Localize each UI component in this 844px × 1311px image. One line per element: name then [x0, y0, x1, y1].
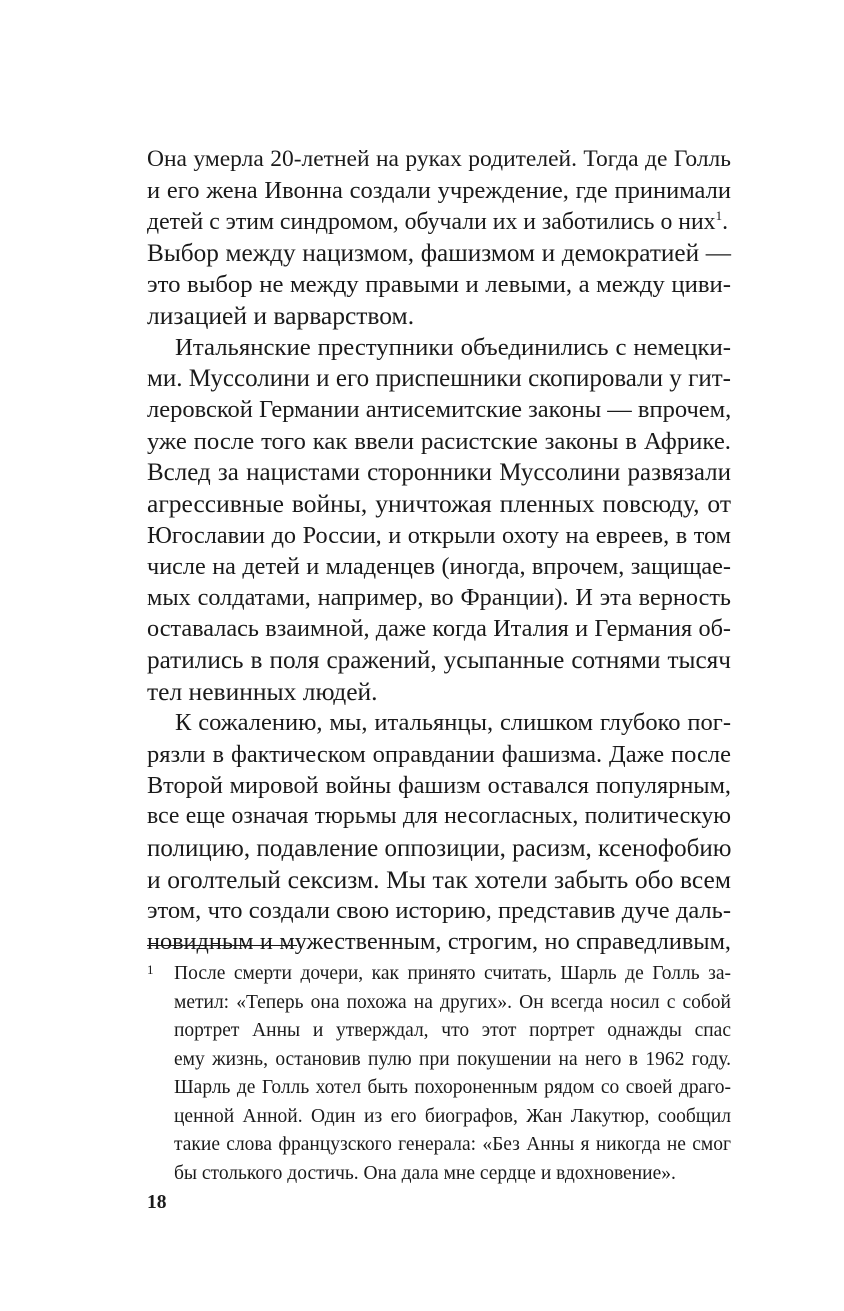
- text-line: Югославии до России, и открыли охоту на евреев, в том: [147, 521, 731, 549]
- footnote-marker: 1: [147, 962, 154, 977]
- page-number: 18: [147, 1192, 167, 1213]
- text-line-with-footnote-ref: [147, 207, 731, 238]
- text-line: Второй мировой войны фашизм оставался популярным,: [147, 771, 731, 799]
- footnote-line: ему жизнь, остановив пулю при покушении на него в 1962 году.: [174, 1048, 731, 1070]
- footnote-line: бы столького достичь. Она дала мне сердце и вдохновение».: [174, 1162, 676, 1184]
- text-line: числе на детей и младенцев (иногда, впрочем, защищае-: [147, 552, 731, 580]
- text-line: Она умерла 20-летней на руках родителей. Тогда де Голль: [147, 146, 731, 172]
- paragraph-3: [147, 707, 731, 957]
- text-line: ми. Муссолини и его приспешники скопировали у гит-: [147, 365, 731, 393]
- text-line: Выбор между нацизмом, фашизмом и демократией —: [147, 238, 731, 267]
- footnote-divider: [147, 945, 297, 946]
- main-text: [147, 144, 731, 958]
- text-fragment: .: [722, 208, 728, 235]
- text-line: уже после того как ввели расистские законы в Африке.: [147, 427, 731, 455]
- footnote-line: метил: «Теперь она похожа на других». Он всегда носил с собой: [174, 991, 731, 1013]
- text-line: тел невинных людей.: [147, 677, 378, 707]
- text-line: новидным и мужественным, строгим, но справедливым,: [147, 928, 731, 956]
- text-line: мых солдатами, например, во Франции). И эта верность: [147, 584, 731, 612]
- text-line: ратились в поля сражений, усыпанные сотнями тысяч: [147, 645, 731, 674]
- footnote-line: После смерти дочери, как принято считать, Шарль де Голль за-: [174, 963, 731, 984]
- paragraph-2: [147, 332, 731, 708]
- text-line: и оголтелый сексизм. Мы так хотели забыть обо всем: [147, 864, 731, 894]
- text-line: леровской Германии антисемитские законы — впрочем,: [147, 396, 732, 424]
- text-line: полицию, подавление оппозиции, расизм, ксенофобию: [147, 834, 732, 862]
- text-line: К сожалению, мы, итальянцы, слишком глубоко пог-: [175, 709, 731, 737]
- footnote-line: такие слова французского генерала: «Без Анны я никогда не смог: [174, 1134, 731, 1155]
- footnote-line: портрет Анны и утверждал, что этот портрет однажды спас: [174, 1020, 731, 1041]
- text-line: рязли в фактическом оправдании фашизма. Даже после: [147, 740, 731, 768]
- text-line: этом, что создали свою историю, представив дуче даль-: [147, 897, 731, 925]
- footnote-text: [174, 960, 731, 1188]
- text-line: и его жена Ивонна создали учреждение, где принимали: [147, 177, 731, 205]
- text-fragment: детей с этим синдромом, обучали их и заботились о них: [147, 208, 716, 235]
- paragraph-1: [147, 144, 731, 332]
- text-line: это выбор не между правыми и левыми, а между циви-: [147, 271, 731, 299]
- text-line: агрессивные войны, уничтожая пленных повсюду, от: [147, 489, 731, 519]
- text-line: все еще означая тюрьмы для несогласных, политическую: [147, 803, 731, 830]
- text-line: лизацией и варварством.: [147, 301, 415, 331]
- footnote-reference[interactable]: 1: [715, 207, 723, 223]
- text-line: оставалась взаимной, даже когда Италия и Германия об-: [147, 615, 731, 643]
- footnote-line: Шарль де Голль хотел быть похороненным рядом со своей драго-: [174, 1077, 731, 1098]
- footnote-line: ценной Анной. Один из его биографов, Жан Лакутюр, сообщил: [174, 1105, 731, 1127]
- text-line: Итальянские преступники объединились с немецки-: [175, 333, 731, 361]
- text-line: Вслед за нацистами сторонники Муссолини развязали: [147, 458, 731, 486]
